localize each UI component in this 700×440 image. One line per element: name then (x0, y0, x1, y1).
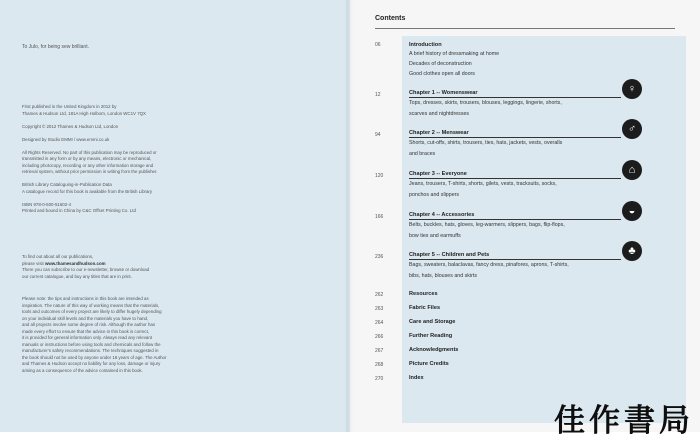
contact-intro: To find out about all our publications, (22, 254, 94, 259)
toc-chapter-description: Tops, dresses, skirts, trousers, blouses, leggings, lingerie, shorts, (409, 100, 562, 106)
toc-page-number: 262 (375, 292, 384, 298)
notes-line: manufacturer's safety recommendations. The techniques suggested in (22, 348, 159, 353)
toc-page-number: 236 (375, 254, 384, 260)
toc-chapter-title: Chapter 1 -- Womenswear (409, 90, 478, 96)
website-link[interactable]: www.thamesandhudson.com (44, 260, 106, 266)
toc-entry-back-matter[interactable]: Fabric Files (409, 305, 441, 311)
contact-line: our current catalogue, and buy any titles that are in print. (22, 273, 132, 279)
imprint-line: ISBN 978-0-500-51602-4 (22, 201, 72, 207)
shirt-icon: ♂ (622, 119, 642, 139)
contents-divider (375, 28, 675, 29)
toc-chapter-title: Chapter 2 -- Menswear (409, 130, 469, 136)
toc-chapter-title: Chapter 5 -- Children and Pets (409, 252, 490, 258)
copyright-page (0, 0, 350, 432)
watermark: 佳作書局 (554, 403, 694, 439)
toc-page-number: 270 (375, 376, 384, 382)
toc-chapter-description: Belts, buckles, hats, gloves, leg-warmers, slippers, bags, flip-flops, (409, 222, 565, 228)
notes-line: inspiration. The nature of this way of working means that the materials, (22, 302, 160, 308)
dress-icon: ♀ (622, 79, 642, 99)
toc-entry-subtitle: A brief history of dressmaking at home (409, 51, 500, 57)
toc-page-number: 94 (375, 132, 381, 138)
hanger-icon: ⌂ (622, 160, 642, 180)
toc-page-number: 166 (375, 214, 384, 220)
toc-entry-introduction[interactable] (409, 41, 671, 79)
imprint-line: Copyright © 2012 Thames & Hudson Ltd, London (22, 123, 119, 129)
imprint-line: First published in the United Kingdom in 2012 by (22, 104, 117, 109)
toc-page-number: 266 (375, 334, 384, 340)
hat-icon: ◒ (622, 201, 642, 221)
toc-entry-back-matter[interactable]: Acknowledgments (409, 347, 459, 353)
toc-chapter-title: Chapter 4 -- Accessories (409, 212, 475, 218)
toc-page-number: 120 (375, 173, 384, 179)
notes-line: made every effort to ensure that the advice in this book is correct, (22, 328, 150, 334)
imprint-line: transmitted in any form or by any means, electronic or mechanical, (22, 156, 152, 161)
notes-line: and Thames & Hudson accept no liability for any loss, damage or injury (22, 361, 161, 366)
toc-page-number: 263 (375, 306, 384, 312)
toc-entry-subtitle: Good clothes open all doors (409, 71, 475, 77)
toc-chapter-description: and braces (409, 150, 436, 157)
imprint-line: Printed and bound in China by C&C Offset Printing Co. Ltd (22, 208, 136, 213)
contact-block (22, 254, 322, 280)
toc-chapter-description: Bags, sweaters, balaclavas, fancy dress, pinafores, aprons, T-shirts, (409, 262, 569, 268)
toc-entry-back-matter[interactable]: Index (409, 375, 424, 381)
toc-chapter-title: Chapter 3 -- Everyone (409, 171, 467, 177)
contents-title: Contents (375, 15, 406, 22)
contents-page (350, 0, 700, 432)
child-pet-icon: ♣ (622, 241, 642, 261)
notes-line: and all projects involve some degree of risk. Although the author has (22, 322, 156, 327)
notes-line: arising as a consequence of the advice contained in this book. (22, 367, 143, 373)
toc-chapter-description: bibs, hats, blouses and skirts (409, 272, 478, 279)
toc-entry-back-matter[interactable]: Care and Storage (409, 319, 456, 325)
notes-line: it is provided for general information only. Always read any relevant (22, 335, 152, 340)
imprint-line: Thames & Hudson Ltd, 181A High Holborn, London WC1V 7QX (22, 110, 146, 116)
contact-line: There you can subscribe to our e-newsletter, browse or download (22, 267, 150, 272)
toc-page-number: 268 (375, 362, 384, 368)
notes-line: on your individual skill levels and the materials you have to hand, (22, 315, 149, 321)
toc-entry-title: Introduction (409, 42, 442, 48)
notes-line: manuals or instructions before using tools and chemicals and follow the (22, 341, 161, 347)
toc-chapter-description: Jeans, trousers, T-shirts, shorts, gilets, vests, tracksuits, socks, (409, 181, 557, 187)
toc-entry-back-matter[interactable]: Picture Credits (409, 361, 449, 367)
toc-chapter-description: bow ties and earmuffs (409, 232, 461, 239)
imprint-line: A catalogue record for this book is available from the British Library (22, 188, 153, 194)
toc-page-number: 12 (375, 92, 381, 98)
imprint-line: retrieval system, without prior permission in writing from the publisher. (22, 169, 158, 174)
book-gutter (346, 0, 354, 432)
toc-page-number: 264 (375, 320, 384, 326)
toc-page-number: 06 (375, 42, 381, 48)
imprint-line: Designed by Studio EMMI / www.emmi.co.uk (22, 136, 110, 142)
imprint-block (22, 104, 322, 215)
toc-chapter-description: Shorts, cut-offs, shirts, trousers, ties, hats, jackets, vests, overalls (409, 140, 563, 146)
toc-chapter-description: scarves and nightdresses (409, 110, 470, 117)
notes-line: the book should not be used by anyone under 18 years of age. The Author (22, 354, 167, 360)
dedication: To Julo, for being sew brilliant. (22, 44, 89, 50)
toc-entry-back-matter[interactable]: Further Reading (409, 333, 453, 339)
toc-entry-back-matter[interactable]: Resources (409, 291, 438, 297)
disclaimer-notes (22, 296, 322, 374)
imprint-line: British Library Cataloguing-in-Publication Data (22, 182, 112, 187)
toc-page-number: 267 (375, 348, 384, 354)
imprint-line: All Rights Reserved. No part of this publication may be reproduced or (22, 149, 157, 155)
notes-line: tools and outcomes of every project are likely to differ hugely depending (22, 309, 162, 314)
contact-rest (22, 267, 322, 280)
toc-chapter-description: ponchos and slippers (409, 191, 460, 198)
toc-entry-subtitle: Decades of deconstruction (409, 61, 472, 67)
contact-visit: please visit (22, 260, 45, 266)
imprint-line: including photocopy, recording or any other information storage and (22, 162, 154, 168)
notes-line: Please note: the tips and instructions in this book are intended as (22, 296, 149, 301)
